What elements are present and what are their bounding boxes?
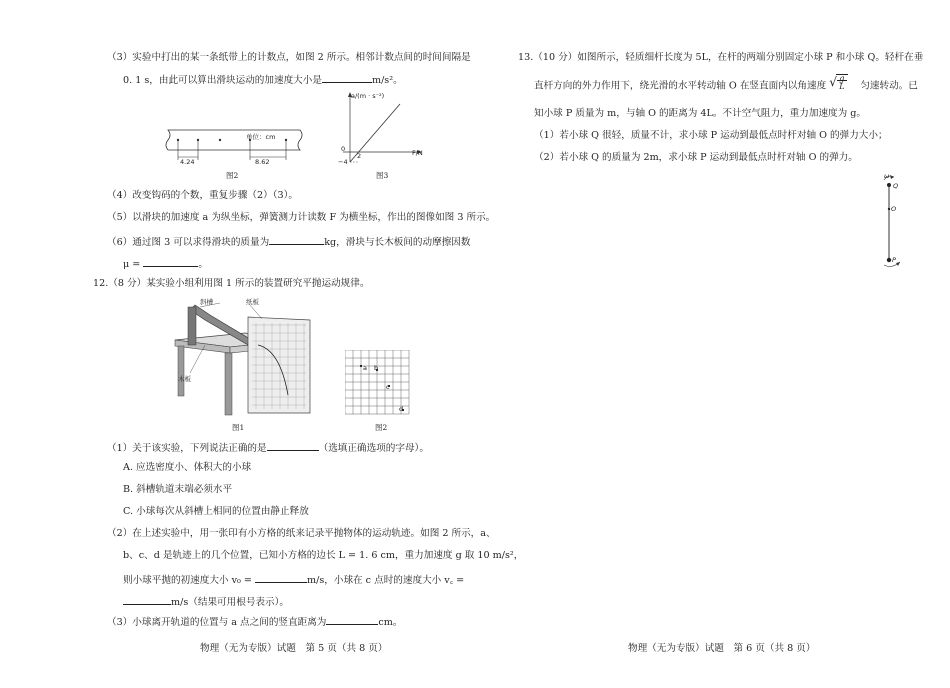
answer-blank-v0[interactable] [255, 572, 307, 583]
figure-3-x-label: F/N [412, 149, 423, 157]
figure-2-grid-point-c: c [386, 383, 390, 391]
label-o: O [891, 205, 897, 213]
figure-3-y-label: a/(m · s⁻²) [351, 92, 385, 100]
figure-3-x-tick: 2 [357, 152, 362, 160]
q11-part3-unit: m/s²。 [371, 75, 403, 86]
figure-2-grid-caption: 图2 [375, 423, 388, 432]
figure-2-distance-2: 8.62 [255, 158, 270, 166]
q11-part3-line1: （3）实验中打出的某一条纸带上的计数点，如图 2 所示。相邻计数点间的时间间隔是 [107, 52, 471, 63]
page-footer-right: 物理（无为专版）试题 第 6 页（共 8 页） [628, 643, 816, 654]
q13-line1: 13.（10 分）如图所示，轻质细杆长度为 5L，在杆的两端分别固定小球 P 和小球 Q。轻杆在垂 [518, 52, 924, 63]
q13-line2-text: 直杆方向的外力作用下，绕光滑的水平转动轴 O 在竖直面内以角速度 [534, 80, 827, 92]
omega-label: ω [884, 172, 890, 180]
q12-part3-unit: cm。 [378, 617, 403, 628]
answer-blank-height[interactable] [326, 614, 378, 625]
label-p: P [892, 256, 896, 264]
q12-option-c: C. 小球每次从斜槽上相同的位置由静止释放 [123, 506, 309, 517]
figure-1-caption: 图1 [232, 423, 245, 432]
label-q: Q [893, 182, 899, 190]
q12-part2-v0: 则小球平抛的初速度大小 v₀ = [123, 575, 252, 586]
q11-part6-line2 [123, 256, 208, 271]
figure-2-grid-point-b: b [374, 364, 379, 372]
answer-blank-friction[interactable] [143, 256, 198, 267]
figure-3-y-tick: −4 [338, 158, 348, 166]
q12-part2-end: m/s（结果可用根号表示）。 [171, 597, 289, 608]
q12-part2-line1: （2）在上述实验中，用一张印有小方格的纸来记录平抛物体的运动轨迹。如图 2 所示，a、 [107, 528, 496, 539]
figure-1-label-paper: 纸板 [246, 298, 259, 306]
q11-part6-line1 [107, 234, 471, 249]
q12-part1-text: （1）关于该实验，下列说法正确的是 [107, 443, 267, 454]
answer-blank-mass[interactable] [269, 234, 324, 245]
answer-blank-choice[interactable] [267, 440, 319, 451]
mu-label: μ = [123, 259, 141, 270]
q12-part2-line2: b、c、d 是轨迹上的几个位置，已知小方格的边长 L = 1. 6 cm，重力加速度 g 取 10 m/s²， [123, 550, 524, 561]
figure-3-origin: 0 [341, 145, 346, 153]
figure-1-label-chute: 斜槽 [200, 298, 213, 306]
q11-part6-text-2: kg，滑块与长木板间的动摩擦因数 [324, 237, 471, 248]
figure-2-unit-label: 单位：cm [246, 133, 276, 141]
q11-part3-line2 [123, 72, 403, 87]
q13-part2: （2）若小球 Q 的质量为 2m，求小球 P 运动到最低点时杆对轴 O 的弹力。 [534, 152, 858, 163]
q13-part1: （1）若小球 Q 很轻，质量不计，求小球 P 运动到最低点时杆对轴 O 的弹力大小； [534, 130, 888, 141]
q13-line3: 知小球 P 质量为 m，与轴 O 的距离为 4L。不计空气阻力，重力加速度为 g。 [534, 108, 867, 119]
q12-part2-vc: m/s，小球在 c 点时的速度大小 v꜀ = [307, 575, 465, 586]
q12-part1-text-2: （选填正确选项的字母）。 [318, 443, 429, 454]
q13-line2-end: 匀速转动。已 [860, 80, 918, 92]
figure-2-grid-point-a: a [363, 364, 367, 372]
figure-2-caption: 图2 [226, 171, 239, 180]
q11-part4: （4）改变钩码的个数，重复步骤（2）（3）。 [107, 190, 298, 201]
q11-part3-text: 0. 1 s，由此可以算出滑块运动的加速度大小是 [123, 75, 322, 86]
rod-figure [872, 170, 912, 270]
q12-part1 [107, 440, 429, 455]
q12-option-b: B. 斜槽轨道末端必须水平 [123, 484, 233, 495]
figure-1-apparatus [170, 295, 320, 420]
figure-1-label-board: 木板 [178, 375, 191, 383]
q12-heading: 12.（8 分）某实验小组利用图 1 所示的装置研究平抛运动规律。 [93, 278, 370, 289]
formula-numerator: g [839, 74, 845, 83]
q11-part6-text: （6）通过图 3 可以求得滑块的质量为 [107, 237, 270, 248]
figure-2-distance-1: 4.24 [180, 158, 195, 166]
q12-part3-text: （3）小球离开轨道的位置与 a 点之间的竖直距离为 [107, 617, 327, 628]
figure-3-graph [335, 90, 425, 170]
figure-3-caption: 图3 [376, 171, 389, 180]
q11-part5: （5）以滑块的加速度 a 为纵坐标，弹簧测力计读数 F 为横坐标，作出的图像如图 3 所示。 [107, 212, 496, 223]
omega-formula: √ g L [829, 80, 857, 92]
q12-part3 [107, 614, 402, 629]
answer-blank-vc[interactable] [123, 594, 171, 605]
figure-2-grid-point-d: d [399, 405, 404, 413]
q12-part2-line3 [123, 572, 464, 587]
q12-option-a: A. 应选密度小、体积大的小球 [123, 462, 252, 473]
formula-denominator: L [839, 82, 845, 91]
q13-line2 [534, 74, 918, 93]
q12-part2-line4 [123, 594, 289, 609]
q11-part6-end: 。 [198, 259, 208, 270]
page-footer-left: 物理（无为专版）试题 第 5 页（共 8 页） [200, 643, 388, 654]
figure-2-grid [345, 350, 415, 420]
answer-blank-acceleration[interactable] [322, 72, 372, 83]
